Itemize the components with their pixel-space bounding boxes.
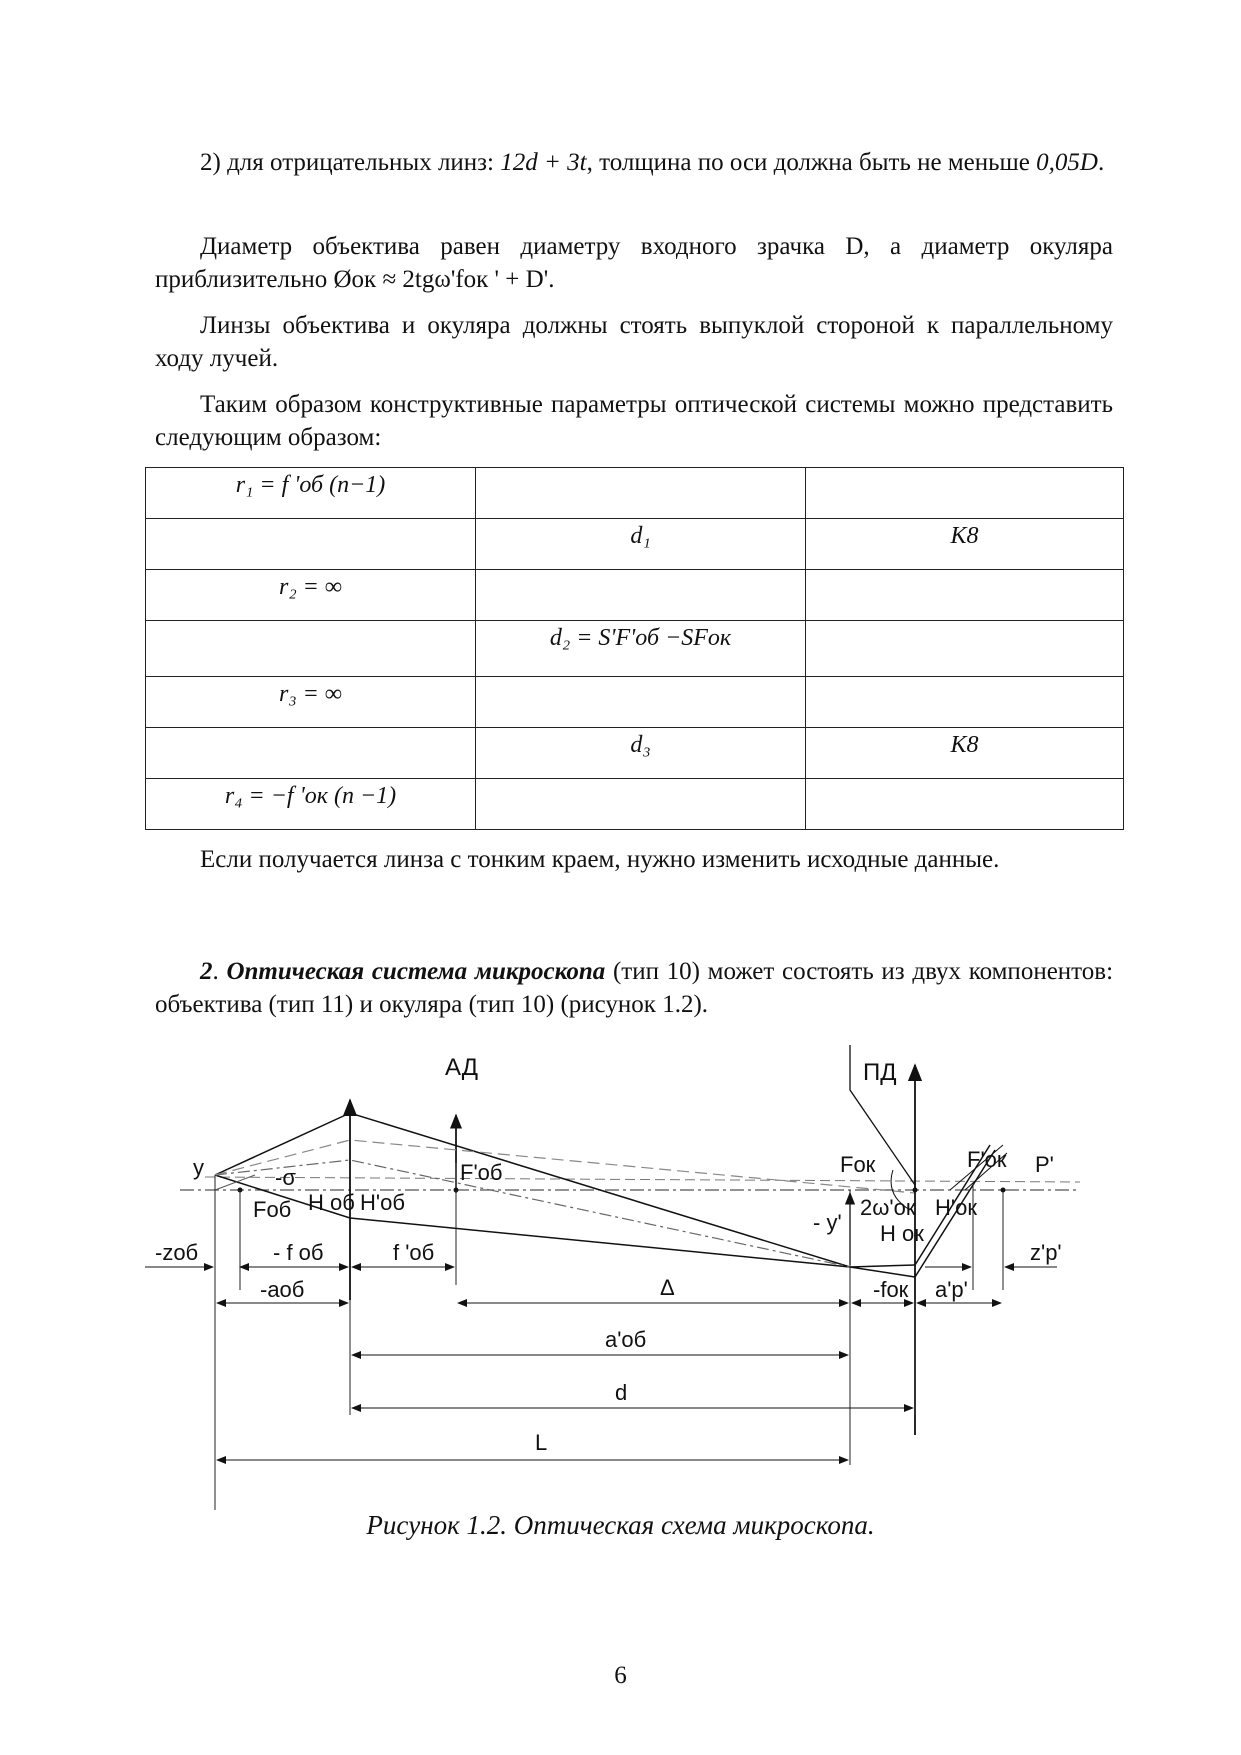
table-cell (476, 570, 806, 621)
label-h-prime-ob: H'об (360, 1190, 405, 1215)
table-cell (806, 677, 1124, 728)
section-heading: Оптическая система микроскопа (226, 958, 606, 985)
page-number: 6 (614, 1662, 627, 1689)
paragraph-negative-lenses (155, 146, 1113, 179)
table-row (146, 779, 1124, 830)
table-cell: r₃ = ∞ (146, 677, 476, 728)
table-cell: d₂ = S'F'об −SFок (476, 621, 806, 677)
label-field-stop: ПД (863, 1059, 897, 1086)
microscope-optical-scheme-figure (145, 1045, 1095, 1510)
label-aperture-stop: АД (445, 1054, 479, 1081)
label-f-ob: Fоб (253, 1197, 292, 1222)
auxiliary-ray (215, 1140, 915, 1193)
table-row (146, 570, 1124, 621)
label-minus-f-ob: - f об (273, 1240, 324, 1265)
text-run: 2) для отрицательных линз: (200, 149, 501, 176)
label-a-prime-p: a'р' (935, 1277, 968, 1302)
text-run: . (212, 958, 227, 985)
table-cell (806, 468, 1124, 519)
text-run: Диаметр объектива равен диаметру входного зрачка D, а диаметр окуляра приблизительно Øок ≈ 2tgω'fок ' + D'. (155, 233, 1113, 293)
label-minus-a-ob: -aоб (260, 1277, 305, 1302)
label-f-ok: Fок (840, 1152, 876, 1177)
label-delta: Δ (660, 1275, 675, 1300)
table-cell (146, 728, 476, 779)
text-run: Если получается линза с тонким краем, нужно изменить исходные данные. (200, 846, 1000, 873)
label-z-prime-p: z'р' (1030, 1240, 1062, 1265)
table-row (146, 519, 1124, 570)
table-cell (146, 519, 476, 570)
f-ok-point (913, 1188, 918, 1193)
label-fprime-ok: F'ок (967, 1147, 1007, 1172)
p-prime-point (1001, 1188, 1006, 1193)
table-cell (806, 570, 1124, 621)
section-number: 2 (200, 958, 213, 985)
paragraph-lens-orientation (155, 309, 1113, 375)
paragraph-diameter (155, 230, 1113, 296)
table-cell (806, 779, 1124, 830)
table-cell: r₄ = −f 'ок (n −1) (146, 779, 476, 830)
label-d: d (615, 1380, 628, 1405)
table-cell: r₂ = ∞ (146, 570, 476, 621)
table-cell (476, 468, 806, 519)
label-h-ok: H ок (880, 1221, 924, 1246)
label-p-prime: P' (1035, 1152, 1054, 1177)
label-y: y (193, 1155, 204, 1180)
figure-caption: Рисунок 1.2. Оптическая схема микроскопа. (366, 1510, 875, 1540)
table-cell (476, 677, 806, 728)
table-cell: d₁ (476, 519, 806, 570)
label-a-prime-ob: a'об (605, 1327, 647, 1352)
formula-inline: 0,05D (1036, 149, 1098, 176)
label-fprime-ob: F'об (460, 1160, 503, 1185)
formula-inline: 12d + 3t (500, 149, 587, 176)
axis-ray (205, 1177, 1080, 1182)
paragraph-microscope (155, 955, 1113, 1021)
label-h-prime-ok: H'ок (935, 1195, 977, 1220)
table-row (146, 468, 1124, 519)
table-row (146, 728, 1124, 779)
label-fprime-ob-dim: f 'об (393, 1240, 435, 1265)
text-run: Таким образом конструктивные параметры оптической системы можно представить следующим образом: (155, 391, 1113, 451)
table-cell: K8 (806, 728, 1124, 779)
table-row (146, 621, 1124, 677)
table-cell (146, 621, 476, 677)
table-cell: d₃ (476, 728, 806, 779)
table-cell (806, 621, 1124, 677)
paragraph-thin-edge (155, 843, 1113, 876)
label-h-ob: H об (308, 1190, 355, 1215)
text-run: (тип 10) может состоять из двух компонентов: объектива (тип 11) и окуляра (тип 10) (рисунок 1.2). (155, 958, 1114, 1018)
label-z-ob: -zоб (155, 1240, 199, 1265)
table-cell (476, 779, 806, 830)
paragraph-params-intro (155, 388, 1113, 454)
table-cell: K8 (806, 519, 1124, 570)
table-cell: r₁ = f 'об (n−1) (146, 468, 476, 519)
table-row (146, 677, 1124, 728)
label-minus-f-ok: -fок (873, 1277, 909, 1302)
label-L: L (535, 1430, 548, 1455)
label-sigma: -σ (275, 1165, 296, 1190)
text-run: Линзы объектива и окуляра должны стоять выпуклой стороной к параллельному ходу лучей. (155, 312, 1113, 372)
label-y-prime: - y' (813, 1210, 842, 1235)
text-run: , толщина по оси должна быть не меньше (586, 149, 1037, 176)
text-run: . (1097, 149, 1105, 176)
parameters-table (145, 467, 1124, 830)
label-omega: 2ω'ок (860, 1195, 916, 1220)
